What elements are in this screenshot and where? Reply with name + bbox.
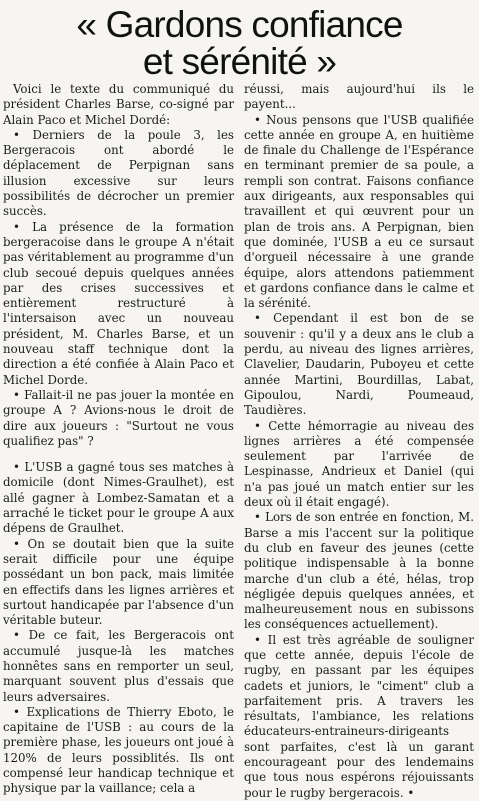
- left-column: [3, 82, 234, 797]
- paragraph: • L'USB a gagné tous ses matches à domicile (dont Nimes-Graulhet), est allé gagner à Lombez-Samatan et a arraché le ticket pour le groupe A aux dépens de Graulhet.: [3, 460, 234, 536]
- paragraph: • On se doutait bien que la suite serait difficile pour une équipe possédant un bon pack, mais limitée en effectifs dans les lignes arrières et surtout handicapée par l'absence d'un véritable buteur.: [3, 536, 234, 628]
- paragraph: • Fallait-il ne pas jouer la montée en groupe A ? Avions-nous le droit de dire aux joueurs : "Surtout ne vous qualifiez pas" ?: [3, 387, 234, 448]
- paragraph: • Il est très agréable de souligner que cette année, depuis l'école de rugby, en passant par les équipes cadets et juniors, le "ciment" club a parfaitement pris. A travers les résultats, l'ambiance, les relations éducateurs-entraineurs-dirigeants sont parfaites, c'est là un garant encourageant pour des lendemains que tous nous espérons réjouissants pour le rugby bergeracois. •: [244, 632, 474, 800]
- headline: [0, 6, 479, 80]
- paragraph: • De ce fait, les Bergeracois ont accumulé jusque-là les matches honnêtes sans en remporter un seul, marquant souvent plus d'essais que leurs adversaires.: [3, 628, 234, 704]
- paragraph: • Explications de Thierry Eboto, le capitaine de l'USB : au cours de la première phase, les joueurs ont joué à 120% de leurs possiblités. Ils ont compensé leur handicap technique et physique par la vaillance; cela a: [3, 704, 234, 796]
- paragraph: • Lors de son entrée en fonction, M. Barse a mis l'accent sur la politique du club en faveur des jeunes (cette politique indispensable à la bonne marche d'un club a été, hélas, trop négligée depuis quelques années, et malheureusement nous en subissons les conséquences actuellement).: [244, 510, 474, 632]
- paragraph-gap: [3, 449, 234, 460]
- right-column: [244, 82, 474, 801]
- paragraph: • La présence de la formation bergeracoise dans le groupe A n'était pas véritablement au programme d'un club secoué depuis quelques années par des crises successives et entièrement restructuré à l'intersaison avec un nouveau président, M. Charles Barse, et un nouveau staff technique dont la direction a été confiée à Alain Paco et Michel Dorde.: [3, 219, 234, 387]
- paragraph: • Cette hémorragie au niveau des lignes arrières a été compensée seulement par l'arrivée de Lespinasse, Andrieux et Daniel (qui n'a pas joué un match entier sur les deux où il était engagé).: [244, 418, 474, 510]
- paragraph: • Derniers de la poule 3, les Bergeracois ont abordé le déplacement de Perpignan sans illusion excessive sur leurs possibilités de décrocher un premier succès.: [3, 127, 234, 219]
- paragraph: • Cependant il est bon de se souvenir : qu'il y a deux ans le club a perdu, au niveau des lignes arrières, Clavelier, Daudarin, Puboyeu et cette année Martini, Bourdillas, Labat, Gipoulou, Nardi, Poumeaud, Taudières.: [244, 311, 474, 418]
- continued-paragraph: réussi, mais aujourd'hui ils le payent...: [244, 82, 474, 112]
- headline-line-2: et sérénité »: [142, 41, 337, 82]
- headline-line-1: « Gardons confiance: [76, 4, 403, 45]
- intro-paragraph: Voici le texte du communiqué du président Charles Barse, co-signé par Alain Paco et Michel Dordé:: [3, 82, 234, 127]
- paragraph: • Nous pensons que l'USB qualifiée cette année en groupe A, en huitième de finale du Challenge de l'Espérance en terminant premier de sa poule, a rempli son contrat. Faisons confiance aux dirigeants, aux responsables qui travaillent et qui œuvrent pour un plan de trois ans. A Perpignan, bien que dominée, l'USB a eu ce sursaut d'orgueil nécessaire à une grande équipe, alors attendons patiemment et gardons confiance dans le calme et la sérénité.: [244, 112, 474, 311]
